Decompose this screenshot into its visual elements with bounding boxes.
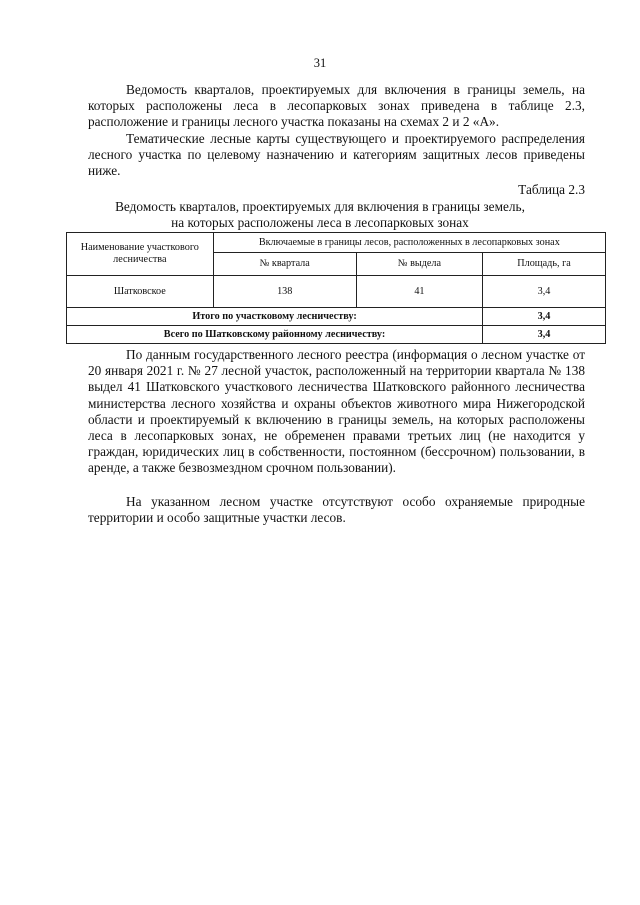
header-area: Площадь, га: [483, 253, 606, 276]
paragraph-protected-areas: На указанном лесном участке отсутствуют особо охраняемые природные территории и особо защитные участки лесов.: [88, 494, 585, 526]
header-group: Включаемые в границы лесов, расположенных в лесопарковых зонах: [213, 233, 605, 253]
total-district-row: [67, 326, 606, 344]
table-title-line2: на которых расположены леса в лесопарковых зонах: [171, 215, 469, 230]
table-header-row: [67, 233, 606, 253]
paragraph-registry-info: По данным государственного лесного реестра (информация о лесном участке от 20 января 2021 г. № 27 лесной участок, расположенный на территории квартала № 138 выдел 41 Шатковского участкового лесничества Шатковского районного лесничества министерства лесного хозяйства и охраны объектов животного мира Нижегородской области и проектируемый к включению в границы земель, на которых расположены леса в лесопарковых зонах, не обременен правами третьих лиц (не находится у граждан, юридических лиц в собственности, постоянном (бессрочном) пользовании, в аренде, а также безвозмездном срочном пользовании).: [88, 347, 585, 476]
table-title: [0, 199, 640, 231]
header-quarter: № квартала: [213, 253, 356, 276]
total-forestry-label: Итого по участковому лесничеству:: [67, 308, 483, 326]
cell-forestry: Шатковское: [67, 276, 214, 308]
table-row: [67, 276, 606, 308]
cell-quarter: 138: [213, 276, 356, 308]
total-district-area: 3,4: [483, 326, 606, 344]
page-number: 31: [313, 56, 327, 70]
paragraph-thematic-maps: Тематические лесные карты существующего и проектируемого распределения лесного участка по целевому назначению и категориям защитных лесов приведены ниже.: [88, 131, 585, 179]
total-forestry-row: [67, 308, 606, 326]
total-forestry-area: 3,4: [483, 308, 606, 326]
quarters-table: [66, 232, 606, 344]
cell-plot: 41: [356, 276, 482, 308]
header-plot: № выдела: [356, 253, 482, 276]
header-forestry: Наименование участкового лесничества: [67, 233, 214, 276]
paragraph-table-reference: Ведомость кварталов, проектируемых для включения в границы земель, на которых расположены леса в лесопарковых зонах приведена в таблице 2.3, расположение и границы лесного участка показаны на схемах 2 и 2 «А».: [88, 82, 585, 130]
cell-area: 3,4: [483, 276, 606, 308]
table-title-line1: Ведомость кварталов, проектируемых для включения в границы земель,: [115, 199, 525, 214]
total-district-label: Всего по Шатковскому районному лесничеству:: [67, 326, 483, 344]
table-number: Таблица 2.3: [518, 182, 585, 197]
